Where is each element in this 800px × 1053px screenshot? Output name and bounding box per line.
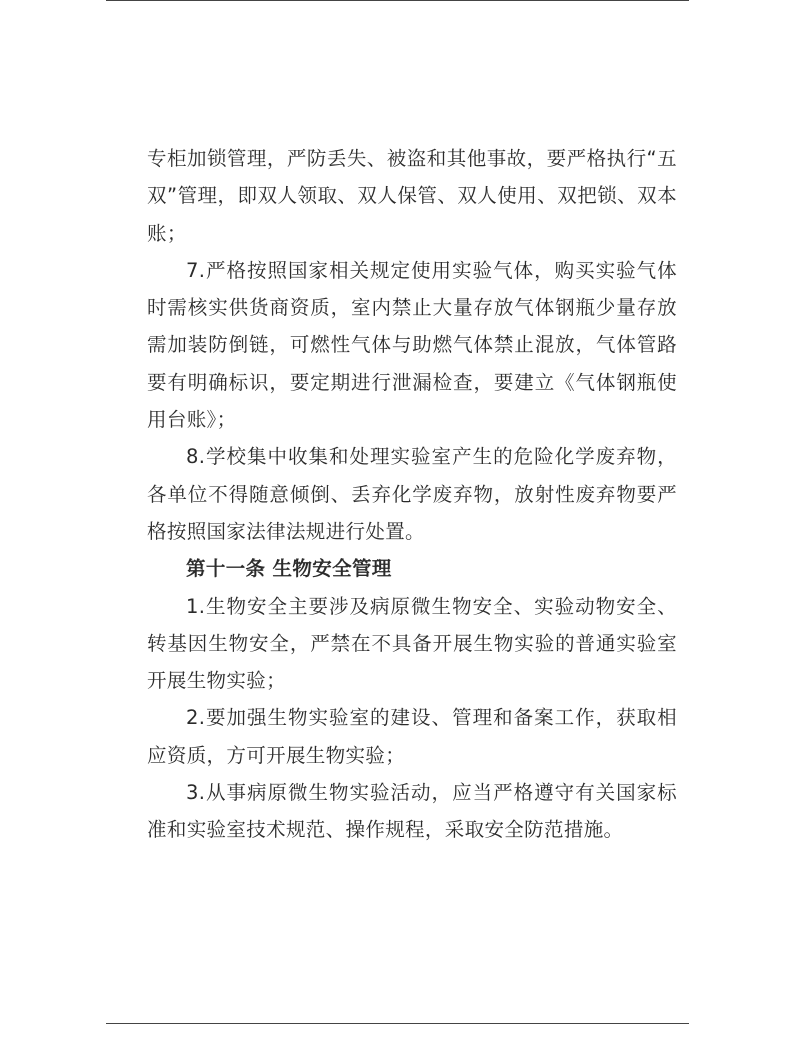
paragraph-item-8-waste: 8.学校集中收集和处理实验室产生的危险化学废弃物，各单位不得随意倾倒、丢弃化学废弃物，放射性废弃物要严格按照国家法律法规进行处置。 <box>147 445 677 543</box>
section-heading-article-11: 第十一条 生物安全管理 <box>186 557 392 581</box>
top-rule <box>106 0 689 1</box>
paragraph-item-2-biolab: 2.要加强生物实验室的建设、管理和备案工作，获取相应资质，方可开展生物实验； <box>147 706 677 767</box>
document-body <box>147 140 677 849</box>
paragraph-item-1-biosafety: 1.生物安全主要涉及病原微生物安全、实验动物安全、转基因生物安全，严禁在不具备开展生物实验的普通实验室开展生物实验； <box>147 594 677 693</box>
bottom-rule <box>106 1023 689 1024</box>
paragraph-item-3-pathogen: 3.从事病原微生物实验活动，应当严格遵守有关国家标准和实验室技术规范、操作规程，采取安全防范措施。 <box>147 781 677 842</box>
paragraph-item-7-gas: 7.严格按照国家相关规定使用实验气体，购买实验气体时需核实供货商资质，室内禁止大量存放气体钢瓶少量存放需加装防倒链，可燃性气体与助燃气体禁止混放，气体管路要有明确标识，要定期进行泄漏检查，要建立《气体钢瓶使用台账》； <box>147 258 677 432</box>
paragraph-five-double-management: 专柜加锁管理，严防丢失、被盗和其他事故，要严格执行“五双”管理，即双人领取、双人保管、双人使用、双把锁、双本账； <box>147 147 677 245</box>
